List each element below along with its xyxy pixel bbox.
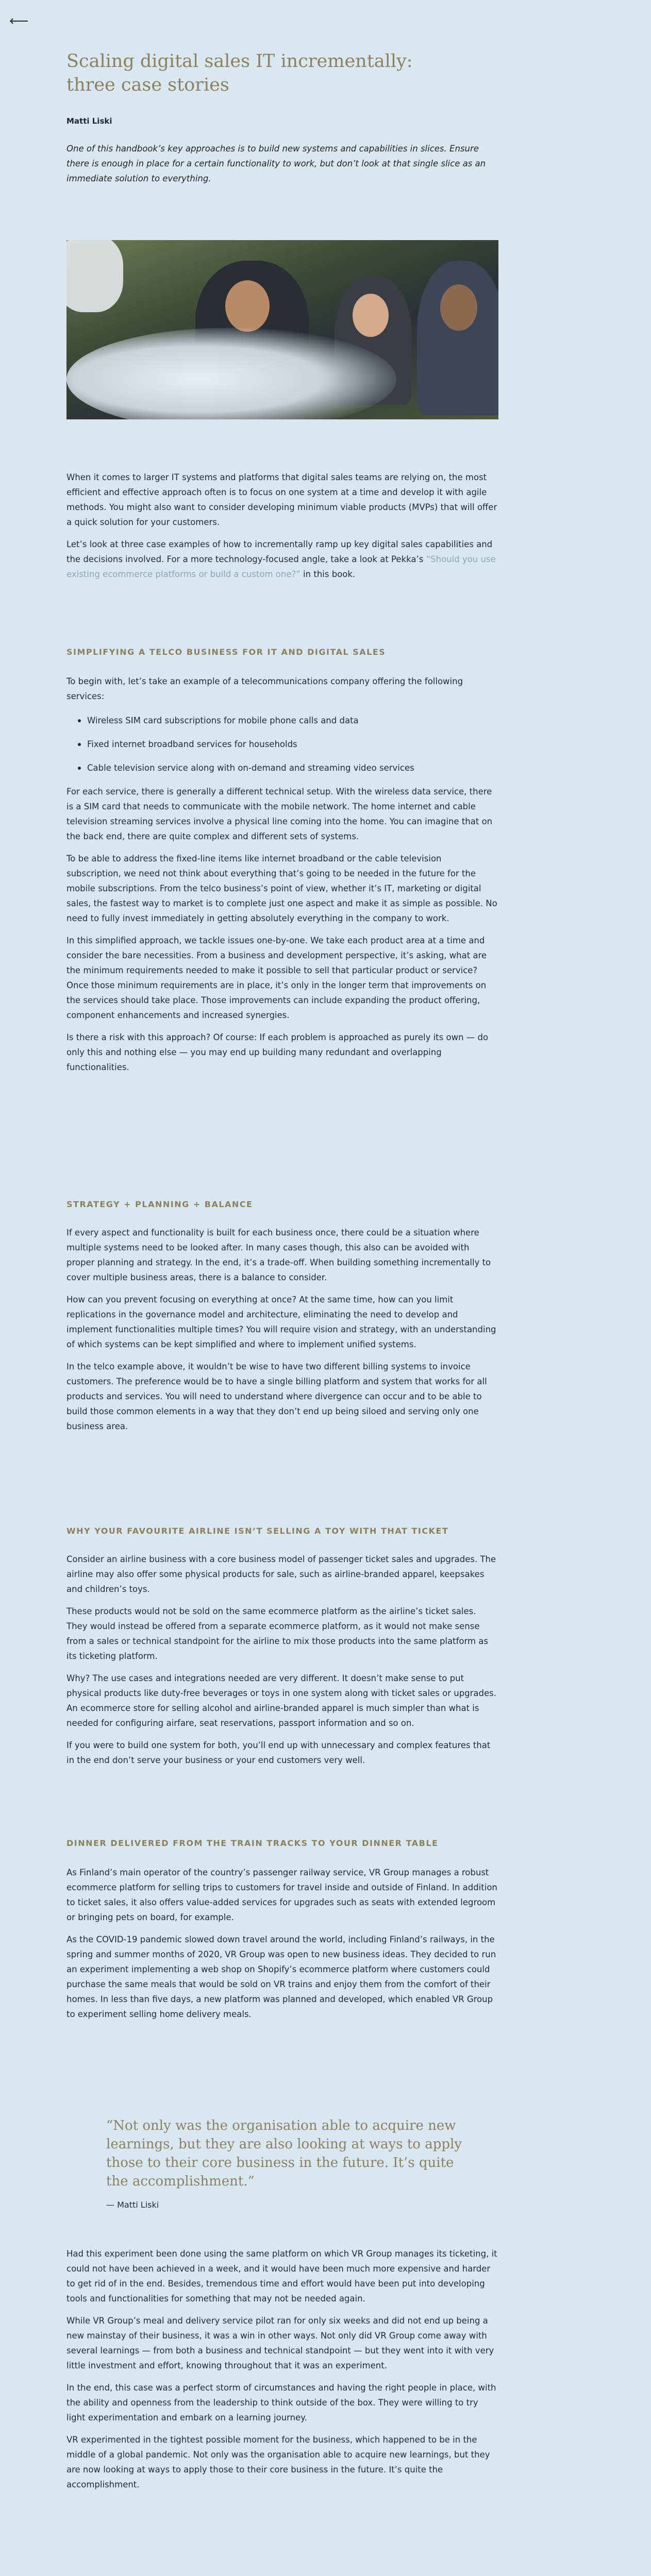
list-item: Cable television service along with on-demand and streaming video services	[66, 760, 498, 775]
author-name: Matti Liski	[66, 116, 112, 126]
paragraph: While VR Group’s meal and delivery service pilot ran for only six weeks and did not end up being a new mainstay of their business, it was a win in other ways. Not only did VR Group come away with several learnings — from both a business and technical standpoint — but they went into it with very little investment and effort, knowing throughout that it was an experiment.	[66, 2316, 494, 2370]
paragraph: When it comes to larger IT systems and platforms that digital sales teams are relying on, the most efficient and effective approach often is to focus on one system at a time and develop it with agile methods. You might also want to consider developing minimum viable products (MVPs) that will offer a quick solution for your customers.	[66, 472, 497, 527]
article-link[interactable]: “Should you use existing ecommerce platforms or build a custom one?”	[66, 554, 496, 579]
paragraph-text: Let’s look at three case examples of how to incrementally ramp up key digital sales capabilities and the decisions involved. For a more technology-focused angle, take a look at Pekka’s	[66, 539, 493, 564]
paragraph: In this simplified approach, we tackle issues one-by-one. We take each product area at a time and consider the bare necessities. From a business and development perspective, it’s asking, what are the minimum requirements needed to make it possible to sell that particular product or service? Once those minimum requirements are in place, it’s only in the longer term that improvements on the services should take place. Those improvements can include expanding the product offering, component enhancements and increased synergies.	[66, 936, 487, 1020]
paragraph: Had this experiment been done using the same platform on which VR Group manages its ticketing, it could not have been achieved in a week, and it would have been much more expensive and harder to get rid of in the end. Besides, tremendous time and effort would have been put into developing tools and functionalities for something that may not be needed again.	[66, 2249, 497, 2303]
paragraph: In the telco example above, it wouldn’t be wise to have two different billing systems to invoice customers. The preference would be to have a single billing platform and system that works for all products and services. You will need to understand where divergence can occur and to be able to build those common elements in a way that they don’t end up being siloed and serving only one business area.	[66, 1362, 487, 1431]
paragraph: As the COVID-19 pandemic slowed down travel around the world, including Finland’s railways, in the spring and summer months of 2020, VR Group was open to new business ideas. They decided to run an experiment implementing a web shop on Shopify’s ecommerce platform where customers could purchase the same meals that would be sold on VR trains and enjoy them from the comfort of their homes. In less than five days, a new platform was planned and developed, which enabled VR Group to experiment selling home delivery meals.	[66, 1935, 496, 2019]
hero-image	[66, 240, 498, 419]
paragraph: In the end, this case was a perfect storm of circumstances and having the right people in place, with the ability and openness from the leadership to think outside of the box. They were willing to try light experimentation and embark on a learning journey.	[66, 2383, 496, 2422]
title-line-1: Scaling digital sales IT incrementally:	[66, 51, 413, 72]
paragraph-text: in this book.	[300, 569, 356, 579]
paragraph: To begin with, let’s take an example of a telecommunications company offering the following services:	[66, 676, 463, 701]
section-vr-continued	[66, 2246, 498, 2492]
intro-section	[66, 470, 498, 582]
paragraph: To be able to address the fixed-line items like internet broadband or the cable television subscription, we need not think about everything that’s going to be needed in the future for the mobile subscriptions. From the telco business’s point of view, whether it’s IT, marketing or digital sales, the fastest way to market is to complete just one aspect and make it as simple as possible. No need to fully invest immediately in getting absolutely everything in the company to work.	[66, 854, 497, 923]
hero-figure	[66, 240, 123, 312]
paragraph: These products would not be sold on the same ecommerce platform as the airline’s ticket sales. They would instead be offered from a separate ecommerce platform, as it would not make sense from a sales or technical standpoint for the airline to mix those products into the same platform as its ticketing platform.	[66, 1606, 489, 1661]
paragraph: If you were to build one system for both, you’ll end up with unnecessary and complex features that in the end don’t serve your business or your end customers very well.	[66, 1740, 491, 1765]
page-title	[66, 49, 498, 97]
paragraph: If every aspect and functionality is built for each business once, there could be a situation where multiple systems need to be looked after. In many cases though, this also can be avoided with proper planning and strategy. In the end, it’s a trade-off. When building something incrementally to cover multiple business areas, there is a balance to consider.	[66, 1228, 491, 1282]
arrow-left-icon[interactable]: ⟵	[9, 13, 29, 29]
section-strategy	[66, 1225, 498, 1434]
section-heading: DINNER DELIVERED FROM THE TRAIN TRACKS TO YOUR DINNER TABLE	[66, 1838, 439, 1848]
paragraph: VR experimented in the tightest possible moment for the business, which happened to be in the middle of a global pandemic. Not only was the organisation able to acquire new learnings, but they are now looking at ways to apply those to their core business in the future. It’s quite the accomplishment.	[66, 2435, 490, 2489]
paragraph: As Finland’s main operator of the country’s passenger railway service, VR Group manages a robust ecommerce platform for selling trips to customers for travel inside and outside of Finland. In addition to ticket sales, it also offers value-added services for upgrades such as seats with extended legroom or bringing pets on board, for example.	[66, 1868, 497, 1922]
paragraph: Consider an airline business with a core business model of passenger ticket sales and upgrades. The airline may also offer some physical products for sale, such as airline-branded apparel, keepsakes and children’s toys.	[66, 1554, 496, 1594]
section-heading: SIMPLIFYING A TELCO BUSINESS FOR IT AND DIGITAL SALES	[66, 647, 386, 657]
paragraph: Is there a risk with this approach? Of course: If each problem is approached as purely its own — do only this and nothing else — you may end up building many redundant and overlapping functionalities.	[66, 1032, 489, 1072]
article-lede: One of this handbook’s key approaches is to build new systems and capabilities in slices. Ensure there is enough in place for a certain functionality to work, but don’t look at that single slice as an immediate solution to everything.	[66, 144, 486, 183]
list-item: Wireless SIM card subscriptions for mobile phone calls and data	[66, 713, 498, 728]
list-item: Fixed internet broadband services for households	[66, 737, 498, 752]
paragraph: How can you prevent focusing on everything at once? At the same time, how can you limit replications in the governance model and architecture, eliminating the need to develop and implement functionalities multiple times? You will require vision and strategy, with an understanding of which systems can be kept simplified and where to implement unified systems.	[66, 1295, 496, 1349]
title-line-2: three case stories	[66, 75, 229, 95]
section-airline	[66, 1552, 498, 1768]
hero-figure	[417, 261, 498, 415]
pull-quote: “Not only was the organisation able to acquire new learnings, but they are also looking at ways to apply those to their core business in the future. It’s quite the accomplishment.”	[106, 2118, 462, 2189]
paragraph: Why? The use cases and integrations needed are very different. It doesn’t make sense to put physical products like duty-free beverages or toys in one system along with ticket sales or upgrades. An ecommerce store for selling alcohol and airline-branded apparel is much simpler than what is needed for configuring airfare, seat reservations, passport information and so on.	[66, 1673, 497, 1728]
section-telco	[66, 674, 498, 1075]
paragraph	[66, 537, 498, 582]
paragraph: For each service, there is generally a different technical setup. With the wireless data service, there is a SIM card that needs to communicate with the mobile network. The home internet and cable television streaming services involve a physical line coming into the home. You can imagine that on the back end, there are quite complex and different sets of systems.	[66, 787, 493, 841]
section-vr	[66, 1865, 498, 2022]
section-heading: WHY YOUR FAVOURITE AIRLINE ISN’T SELLING A TOY WITH THAT TICKET	[66, 1526, 449, 1536]
quote-attribution: — Matti Liski	[106, 2200, 159, 2210]
section-heading: STRATEGY + PLANNING + BALANCE	[66, 1199, 253, 1209]
services-list	[66, 713, 498, 775]
